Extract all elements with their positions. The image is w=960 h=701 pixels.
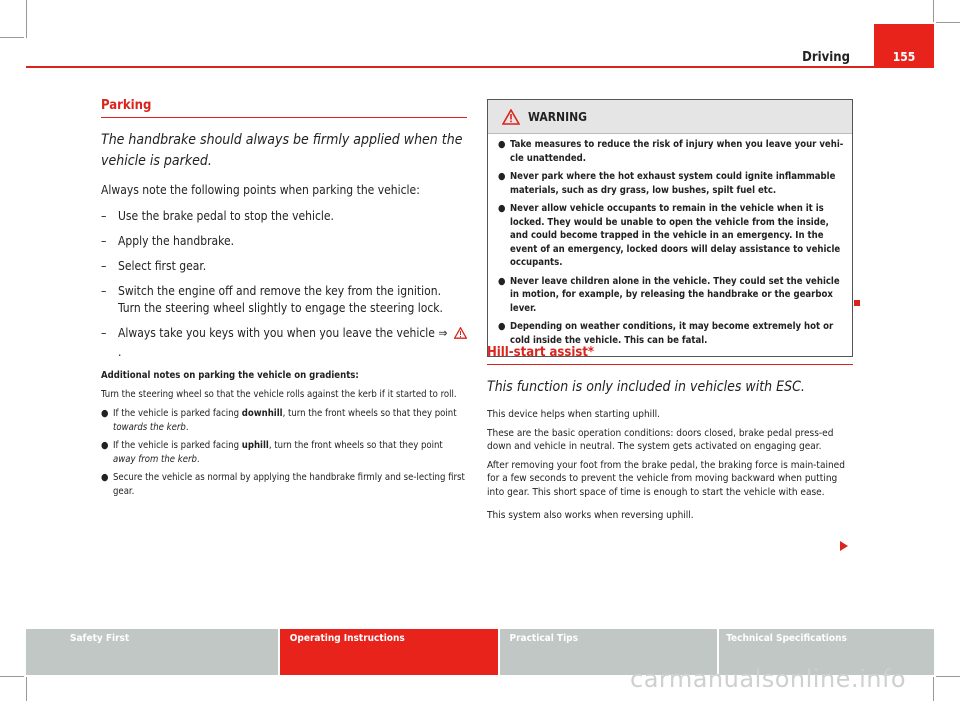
parking-steps	[101, 208, 467, 361]
watermark: carmanualsonline.info	[630, 665, 907, 693]
parking-section	[101, 98, 467, 503]
warning-triangle-icon	[454, 327, 467, 344]
crop-mark	[26, 0, 27, 38]
crop-mark	[0, 37, 24, 38]
list-item: ● Take measures to reduce the risk of injury when you leave your vehi-cle unattended.	[498, 139, 844, 164]
section-end-marker	[854, 300, 860, 306]
list-item: ● Depending on weather conditions, it may become extremely hot or cold inside the vehicle. This can be fatal.	[498, 321, 834, 346]
tab-operating-instructions[interactable]: Operating Instructions	[280, 629, 498, 675]
parking-lead: The handbrake should always be firmly applied when the vehicle is parked.	[101, 132, 463, 169]
warning-triangle-icon	[502, 109, 520, 125]
header-rule	[26, 66, 934, 68]
paragraph: This system also works when reversing uphill.	[487, 510, 694, 521]
list-item: ● If the vehicle is parked facing downhill, turn the front wheels so that they point towards the kerb.	[101, 408, 457, 433]
list-item: ● Never leave children alone in the vehicle. They could set the vehicle in motion, for example, by releasing the handbrake or the gearbox lever.	[498, 275, 840, 314]
hill-heading: Hill-start assist*	[487, 345, 853, 365]
warning-title: WARNING	[528, 109, 587, 124]
warning-box	[487, 99, 853, 357]
paragraph: These are the basic operation conditions: doors closed, brake pedal press-ed down and vehicle in neutral. The system gets activated on engaging gear.	[487, 427, 834, 452]
list-item: – Use the brake pedal to stop the vehicle.	[101, 209, 334, 223]
paragraph: This device helps when starting uphill.	[487, 409, 661, 420]
gradient-intro: Turn the steering wheel so that the vehicle rolls against the kerb if it started to roll.	[101, 388, 457, 400]
warning-container	[487, 99, 853, 357]
hill-start-section	[487, 345, 853, 528]
hill-lead: This function is only included in vehicles with ESC.	[487, 379, 805, 395]
continue-arrow-icon	[840, 541, 848, 551]
crop-mark	[0, 676, 24, 677]
tab-technical-specifications[interactable]: Technical Specifications	[719, 629, 934, 675]
list-item: – Switch the engine off and remove the key from the ignition. Turn the steering wheel slightly to engage the steering lock.	[101, 284, 443, 315]
crop-mark	[933, 0, 934, 22]
warning-header	[488, 100, 852, 134]
list-item: ● Secure the vehicle as normal by applying the handbrake firmly and se-lecting first gear.	[101, 472, 465, 497]
tab-safety-first[interactable]: Safety First	[26, 629, 278, 675]
crop-mark	[933, 677, 934, 701]
list-item: ● Never allow vehicle occupants to remain in the vehicle when it is locked. They would be unable to open the vehicle from the inside, and could become trapped in the vehicle in an emergency. In the event of an emergency, locked doors will delay assistance to vehicle occupants.	[498, 203, 841, 268]
paragraph: After removing your foot from the brake pedal, the braking force is main-tained for a few seconds to prevent the vehicle from moving backward when putting into gear. This short space of time is enough to start the vehicle with ease.	[487, 459, 845, 498]
crop-mark	[936, 676, 960, 677]
crop-mark	[936, 22, 960, 23]
page-number: 155	[874, 24, 934, 68]
parking-intro: Always note the following points when parking the vehicle:	[101, 183, 420, 197]
header-section-title: Driving	[802, 50, 850, 65]
warning-list	[488, 134, 852, 356]
tab-practical-tips[interactable]: Practical Tips	[500, 629, 718, 675]
list-item: – Always take you keys with you when you leave the vehicle ⇒ .	[101, 325, 467, 361]
list-item: – Apply the handbrake.	[101, 234, 235, 248]
crop-mark	[26, 677, 27, 701]
list-item: ● Never park where the hot exhaust system could ignite inflammable materials, such as dry grass, low bushes, spilt fuel etc.	[498, 171, 836, 196]
gradient-heading: Additional notes on parking the vehicle on gradients:	[101, 370, 359, 381]
parking-heading: Parking	[101, 98, 467, 118]
list-item: – Select first gear.	[101, 259, 207, 273]
list-item: ● If the vehicle is parked facing uphill, turn the front wheels so that they point away from the kerb.	[101, 440, 443, 465]
